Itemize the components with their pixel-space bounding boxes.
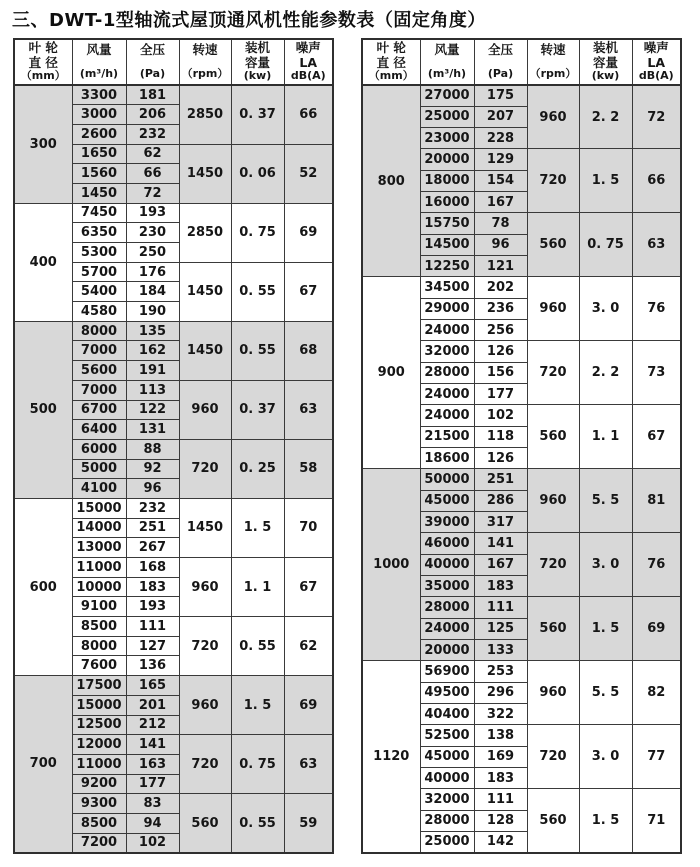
pressure-cell: 230 bbox=[126, 223, 179, 243]
airflow-cell: 8000 bbox=[72, 321, 126, 341]
airflow-cell: 24000 bbox=[420, 618, 474, 639]
noise-cell: 63 bbox=[284, 380, 333, 439]
diameter-cell: 1120 bbox=[362, 661, 420, 853]
pressure-cell: 96 bbox=[126, 479, 179, 499]
capacity-cell: 5. 5 bbox=[579, 469, 632, 533]
noise-cell: 70 bbox=[284, 498, 333, 557]
airflow-cell: 15000 bbox=[72, 498, 126, 518]
table-body bbox=[362, 85, 681, 853]
capacity-cell: 2. 2 bbox=[579, 341, 632, 405]
airflow-cell: 5000 bbox=[72, 459, 126, 479]
table-row bbox=[362, 85, 681, 106]
airflow-cell: 1650 bbox=[72, 144, 126, 164]
noise-cell: 67 bbox=[284, 558, 333, 617]
capacity-cell: 0. 55 bbox=[231, 262, 284, 321]
pressure-cell: 183 bbox=[474, 576, 527, 597]
airflow-cell: 7200 bbox=[72, 833, 126, 853]
pressure-cell: 251 bbox=[474, 469, 527, 490]
pressure-cell: 78 bbox=[474, 213, 527, 234]
col-header-capacity: 装机 容量 (kw) bbox=[579, 39, 632, 85]
col-header-capacity: 装机 容量 (kw) bbox=[231, 39, 284, 85]
pressure-cell: 181 bbox=[126, 85, 179, 105]
pressure-cell: 128 bbox=[474, 810, 527, 831]
pressure-cell: 141 bbox=[474, 533, 527, 554]
speed-cell: 1450 bbox=[179, 498, 231, 557]
table-row bbox=[362, 661, 681, 682]
speed-cell: 2850 bbox=[179, 85, 231, 144]
noise-cell: 69 bbox=[632, 597, 681, 661]
pressure-cell: 228 bbox=[474, 128, 527, 149]
airflow-cell: 49500 bbox=[420, 682, 474, 703]
speed-cell: 960 bbox=[179, 558, 231, 617]
noise-cell: 52 bbox=[284, 144, 333, 203]
capacity-cell: 0. 55 bbox=[231, 321, 284, 380]
airflow-cell: 25000 bbox=[420, 831, 474, 852]
speed-cell: 1450 bbox=[179, 262, 231, 321]
col-header-pressure: 全压 (Pa) bbox=[474, 39, 527, 85]
page-title: 三、DWT-1型轴流式屋顶通风机性能参数表（固定角度） bbox=[12, 10, 486, 31]
airflow-cell: 5700 bbox=[72, 262, 126, 282]
airflow-cell: 40000 bbox=[420, 768, 474, 789]
diameter-cell: 600 bbox=[14, 498, 72, 675]
airflow-cell: 24000 bbox=[420, 405, 474, 426]
pressure-cell: 250 bbox=[126, 243, 179, 263]
airflow-cell: 9100 bbox=[72, 597, 126, 617]
airflow-cell: 28000 bbox=[420, 362, 474, 383]
col-header-speed: 转速 （rpm） bbox=[527, 39, 579, 85]
col-header-diameter: 叶 轮 直 径 （mm） bbox=[14, 39, 72, 85]
capacity-cell: 1. 1 bbox=[231, 558, 284, 617]
pressure-cell: 167 bbox=[474, 554, 527, 575]
pressure-cell: 183 bbox=[126, 577, 179, 597]
noise-cell: 76 bbox=[632, 533, 681, 597]
pressure-cell: 131 bbox=[126, 420, 179, 440]
capacity-cell: 1. 5 bbox=[579, 597, 632, 661]
airflow-cell: 15000 bbox=[72, 695, 126, 715]
pressure-cell: 83 bbox=[126, 794, 179, 814]
pressure-cell: 135 bbox=[126, 321, 179, 341]
speed-cell: 960 bbox=[527, 85, 579, 149]
airflow-cell: 13000 bbox=[72, 538, 126, 558]
col-header-airflow: 风量 (m³/h) bbox=[72, 39, 126, 85]
noise-cell: 77 bbox=[632, 725, 681, 789]
airflow-cell: 23000 bbox=[420, 128, 474, 149]
diameter-cell: 400 bbox=[14, 203, 72, 321]
airflow-cell: 8500 bbox=[72, 813, 126, 833]
speed-cell: 960 bbox=[179, 676, 231, 735]
speed-cell: 2850 bbox=[179, 203, 231, 262]
pressure-cell: 317 bbox=[474, 512, 527, 533]
table-body bbox=[14, 85, 333, 853]
capacity-cell: 0. 55 bbox=[231, 794, 284, 853]
table-row bbox=[14, 676, 333, 696]
pressure-cell: 154 bbox=[474, 170, 527, 191]
pressure-cell: 118 bbox=[474, 426, 527, 447]
airflow-cell: 40000 bbox=[420, 554, 474, 575]
table-row bbox=[14, 498, 333, 518]
airflow-cell: 3300 bbox=[72, 85, 126, 105]
capacity-cell: 1. 5 bbox=[231, 676, 284, 735]
airflow-cell: 16000 bbox=[420, 192, 474, 213]
airflow-cell: 18600 bbox=[420, 448, 474, 469]
speed-cell: 720 bbox=[527, 725, 579, 789]
performance-table-right bbox=[361, 38, 682, 854]
pressure-cell: 66 bbox=[126, 164, 179, 184]
airflow-cell: 52500 bbox=[420, 725, 474, 746]
pressure-cell: 102 bbox=[474, 405, 527, 426]
airflow-cell: 21500 bbox=[420, 426, 474, 447]
speed-cell: 960 bbox=[179, 380, 231, 439]
capacity-cell: 1. 5 bbox=[579, 149, 632, 213]
capacity-cell: 0. 55 bbox=[231, 617, 284, 676]
speed-cell: 720 bbox=[527, 533, 579, 597]
capacity-cell: 1. 1 bbox=[579, 405, 632, 469]
airflow-cell: 46000 bbox=[420, 533, 474, 554]
speed-cell: 1450 bbox=[179, 321, 231, 380]
airflow-cell: 40400 bbox=[420, 704, 474, 725]
pressure-cell: 193 bbox=[126, 203, 179, 223]
airflow-cell: 8000 bbox=[72, 636, 126, 656]
speed-cell: 560 bbox=[527, 405, 579, 469]
speed-cell: 720 bbox=[527, 341, 579, 405]
airflow-cell: 24000 bbox=[420, 320, 474, 341]
pressure-cell: 111 bbox=[474, 789, 527, 810]
col-header-diameter: 叶 轮 直 径 （mm） bbox=[362, 39, 420, 85]
speed-cell: 960 bbox=[527, 277, 579, 341]
col-header-noise: 噪声 LA dB(A) bbox=[632, 39, 681, 85]
noise-cell: 67 bbox=[284, 262, 333, 321]
pressure-cell: 156 bbox=[474, 362, 527, 383]
airflow-cell: 14500 bbox=[420, 234, 474, 255]
performance-table-left bbox=[13, 38, 334, 854]
pressure-cell: 121 bbox=[474, 256, 527, 277]
pressure-cell: 190 bbox=[126, 302, 179, 322]
pressure-cell: 142 bbox=[474, 831, 527, 852]
capacity-cell: 0. 75 bbox=[231, 203, 284, 262]
pressure-cell: 202 bbox=[474, 277, 527, 298]
speed-cell: 560 bbox=[527, 213, 579, 277]
pressure-cell: 177 bbox=[474, 384, 527, 405]
col-header-speed: 转速 （rpm） bbox=[179, 39, 231, 85]
pressure-cell: 168 bbox=[126, 558, 179, 578]
pressure-cell: 126 bbox=[474, 448, 527, 469]
airflow-cell: 50000 bbox=[420, 469, 474, 490]
diameter-cell: 700 bbox=[14, 676, 72, 853]
speed-cell: 960 bbox=[527, 661, 579, 725]
airflow-cell: 14000 bbox=[72, 518, 126, 538]
pressure-cell: 163 bbox=[126, 754, 179, 774]
airflow-cell: 8500 bbox=[72, 617, 126, 637]
pressure-cell: 183 bbox=[474, 768, 527, 789]
noise-cell: 73 bbox=[632, 341, 681, 405]
pressure-cell: 136 bbox=[126, 656, 179, 676]
airflow-cell: 5300 bbox=[72, 243, 126, 263]
pressure-cell: 267 bbox=[126, 538, 179, 558]
pressure-cell: 111 bbox=[474, 597, 527, 618]
speed-cell: 960 bbox=[527, 469, 579, 533]
capacity-cell: 1. 5 bbox=[579, 789, 632, 853]
airflow-cell: 12500 bbox=[72, 715, 126, 735]
airflow-cell: 32000 bbox=[420, 341, 474, 362]
speed-cell: 720 bbox=[527, 149, 579, 213]
pressure-cell: 296 bbox=[474, 682, 527, 703]
pressure-cell: 141 bbox=[126, 735, 179, 755]
pressure-cell: 113 bbox=[126, 380, 179, 400]
pressure-cell: 232 bbox=[126, 124, 179, 144]
airflow-cell: 7450 bbox=[72, 203, 126, 223]
pressure-cell: 175 bbox=[474, 85, 527, 106]
table-row bbox=[362, 277, 681, 298]
noise-cell: 82 bbox=[632, 661, 681, 725]
pressure-cell: 94 bbox=[126, 813, 179, 833]
airflow-cell: 1560 bbox=[72, 164, 126, 184]
speed-cell: 720 bbox=[179, 617, 231, 676]
pressure-cell: 286 bbox=[474, 490, 527, 511]
airflow-cell: 3000 bbox=[72, 105, 126, 125]
airflow-cell: 39000 bbox=[420, 512, 474, 533]
pressure-cell: 127 bbox=[126, 636, 179, 656]
pressure-cell: 169 bbox=[474, 746, 527, 767]
noise-cell: 81 bbox=[632, 469, 681, 533]
airflow-cell: 34500 bbox=[420, 277, 474, 298]
pressure-cell: 96 bbox=[474, 234, 527, 255]
airflow-cell: 18000 bbox=[420, 170, 474, 191]
noise-cell: 69 bbox=[284, 203, 333, 262]
col-header-noise: 噪声 LA dB(A) bbox=[284, 39, 333, 85]
airflow-cell: 4100 bbox=[72, 479, 126, 499]
noise-cell: 67 bbox=[632, 405, 681, 469]
noise-cell: 66 bbox=[284, 85, 333, 144]
pressure-cell: 207 bbox=[474, 106, 527, 127]
pressure-cell: 184 bbox=[126, 282, 179, 302]
airflow-cell: 27000 bbox=[420, 85, 474, 106]
airflow-cell: 11000 bbox=[72, 754, 126, 774]
pressure-cell: 322 bbox=[474, 704, 527, 725]
noise-cell: 69 bbox=[284, 676, 333, 735]
airflow-cell: 7000 bbox=[72, 341, 126, 361]
col-header-pressure: 全压 (Pa) bbox=[126, 39, 179, 85]
noise-cell: 63 bbox=[284, 735, 333, 794]
noise-cell: 71 bbox=[632, 789, 681, 853]
capacity-cell: 1. 5 bbox=[231, 498, 284, 557]
airflow-cell: 15750 bbox=[420, 213, 474, 234]
airflow-cell: 25000 bbox=[420, 106, 474, 127]
pressure-cell: 201 bbox=[126, 695, 179, 715]
capacity-cell: 3. 0 bbox=[579, 533, 632, 597]
diameter-cell: 1000 bbox=[362, 469, 420, 661]
airflow-cell: 11000 bbox=[72, 558, 126, 578]
airflow-cell: 7000 bbox=[72, 380, 126, 400]
diameter-cell: 500 bbox=[14, 321, 72, 498]
noise-cell: 62 bbox=[284, 617, 333, 676]
airflow-cell: 56900 bbox=[420, 661, 474, 682]
pressure-cell: 92 bbox=[126, 459, 179, 479]
capacity-cell: 0. 37 bbox=[231, 85, 284, 144]
airflow-cell: 6000 bbox=[72, 439, 126, 459]
col-header-airflow: 风量 (m³/h) bbox=[420, 39, 474, 85]
speed-cell: 720 bbox=[179, 439, 231, 498]
noise-cell: 58 bbox=[284, 439, 333, 498]
table-row bbox=[14, 321, 333, 341]
speed-cell: 560 bbox=[527, 597, 579, 661]
capacity-cell: 3. 0 bbox=[579, 277, 632, 341]
pressure-cell: 236 bbox=[474, 298, 527, 319]
noise-cell: 63 bbox=[632, 213, 681, 277]
diameter-cell: 900 bbox=[362, 277, 420, 469]
airflow-cell: 6400 bbox=[72, 420, 126, 440]
capacity-cell: 0. 06 bbox=[231, 144, 284, 203]
airflow-cell: 45000 bbox=[420, 746, 474, 767]
pressure-cell: 125 bbox=[474, 618, 527, 639]
pressure-cell: 102 bbox=[126, 833, 179, 853]
airflow-cell: 32000 bbox=[420, 789, 474, 810]
speed-cell: 560 bbox=[179, 794, 231, 853]
airflow-cell: 1450 bbox=[72, 183, 126, 203]
airflow-cell: 12250 bbox=[420, 256, 474, 277]
pressure-cell: 162 bbox=[126, 341, 179, 361]
capacity-cell: 3. 0 bbox=[579, 725, 632, 789]
pressure-cell: 176 bbox=[126, 262, 179, 282]
table-header bbox=[362, 39, 681, 85]
airflow-cell: 4580 bbox=[72, 302, 126, 322]
table-row bbox=[14, 203, 333, 223]
noise-cell: 72 bbox=[632, 85, 681, 149]
airflow-cell: 9200 bbox=[72, 774, 126, 794]
airflow-cell: 12000 bbox=[72, 735, 126, 755]
pressure-cell: 165 bbox=[126, 676, 179, 696]
airflow-cell: 6350 bbox=[72, 223, 126, 243]
pressure-cell: 251 bbox=[126, 518, 179, 538]
speed-cell: 1450 bbox=[179, 144, 231, 203]
noise-cell: 66 bbox=[632, 149, 681, 213]
table-row bbox=[14, 85, 333, 105]
pressure-cell: 167 bbox=[474, 192, 527, 213]
pressure-cell: 212 bbox=[126, 715, 179, 735]
noise-cell: 68 bbox=[284, 321, 333, 380]
capacity-cell: 5. 5 bbox=[579, 661, 632, 725]
capacity-cell: 0. 75 bbox=[231, 735, 284, 794]
pressure-cell: 256 bbox=[474, 320, 527, 341]
noise-cell: 59 bbox=[284, 794, 333, 853]
diameter-cell: 300 bbox=[14, 85, 72, 203]
pressure-cell: 206 bbox=[126, 105, 179, 125]
pressure-cell: 193 bbox=[126, 597, 179, 617]
airflow-cell: 20000 bbox=[420, 149, 474, 170]
airflow-cell: 5400 bbox=[72, 282, 126, 302]
pressure-cell: 232 bbox=[126, 498, 179, 518]
pressure-cell: 253 bbox=[474, 661, 527, 682]
pressure-cell: 62 bbox=[126, 144, 179, 164]
airflow-cell: 2600 bbox=[72, 124, 126, 144]
pressure-cell: 122 bbox=[126, 400, 179, 420]
pressure-cell: 88 bbox=[126, 439, 179, 459]
airflow-cell: 35000 bbox=[420, 576, 474, 597]
speed-cell: 560 bbox=[527, 789, 579, 853]
airflow-cell: 5600 bbox=[72, 361, 126, 381]
table-header bbox=[14, 39, 333, 85]
table-row bbox=[362, 469, 681, 490]
pressure-cell: 138 bbox=[474, 725, 527, 746]
airflow-cell: 28000 bbox=[420, 597, 474, 618]
pressure-cell: 111 bbox=[126, 617, 179, 637]
capacity-cell: 0. 75 bbox=[579, 213, 632, 277]
airflow-cell: 6700 bbox=[72, 400, 126, 420]
pressure-cell: 72 bbox=[126, 183, 179, 203]
pressure-cell: 133 bbox=[474, 640, 527, 661]
diameter-cell: 800 bbox=[362, 85, 420, 277]
pressure-cell: 126 bbox=[474, 341, 527, 362]
airflow-cell: 20000 bbox=[420, 640, 474, 661]
capacity-cell: 0. 37 bbox=[231, 380, 284, 439]
pressure-cell: 129 bbox=[474, 149, 527, 170]
airflow-cell: 17500 bbox=[72, 676, 126, 696]
airflow-cell: 7600 bbox=[72, 656, 126, 676]
pressure-cell: 177 bbox=[126, 774, 179, 794]
airflow-cell: 24000 bbox=[420, 384, 474, 405]
airflow-cell: 9300 bbox=[72, 794, 126, 814]
airflow-cell: 45000 bbox=[420, 490, 474, 511]
pressure-cell: 191 bbox=[126, 361, 179, 381]
capacity-cell: 0. 25 bbox=[231, 439, 284, 498]
airflow-cell: 28000 bbox=[420, 810, 474, 831]
speed-cell: 720 bbox=[179, 735, 231, 794]
airflow-cell: 10000 bbox=[72, 577, 126, 597]
capacity-cell: 2. 2 bbox=[579, 85, 632, 149]
airflow-cell: 29000 bbox=[420, 298, 474, 319]
noise-cell: 76 bbox=[632, 277, 681, 341]
